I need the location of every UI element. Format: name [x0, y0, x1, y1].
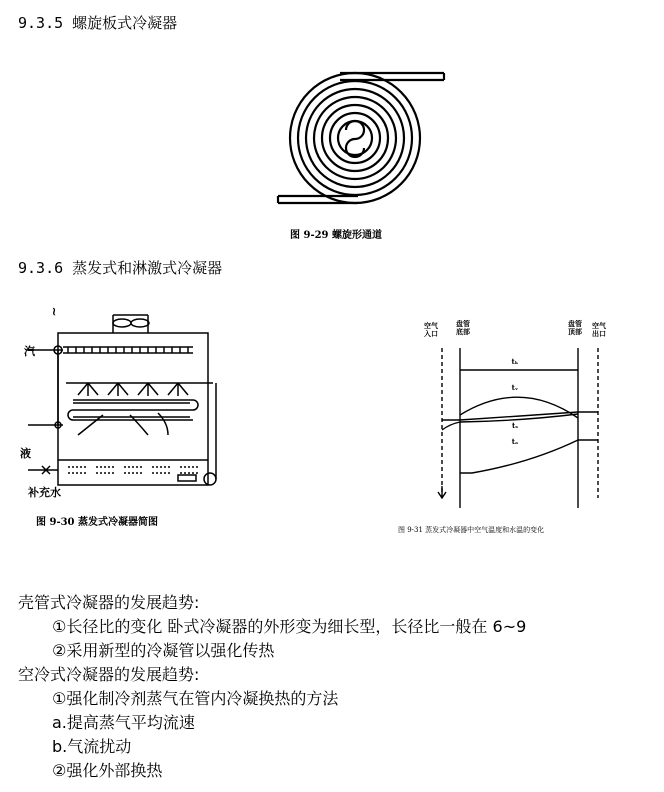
steam-label: 汽: [24, 345, 35, 358]
text-line-1: 壳管式冷凝器的发展趋势:: [18, 593, 200, 612]
section-heading-9-3-6: 9.3.6 蒸发式和淋激式冷凝器: [18, 259, 223, 277]
section-heading-9-3-5: 9.3.5 螺旋板式冷凝器: [18, 14, 178, 32]
air-outlet-label: 空气出口: [592, 321, 606, 338]
vapor-wisp-mark: ≀: [52, 305, 57, 318]
text-line-4: 空冷式冷凝器的发展趋势:: [18, 665, 200, 684]
spiral-channel-figure: [270, 66, 450, 226]
text-line-6: a.提高蒸气平均流速: [52, 713, 195, 732]
evaporative-condenser-figure: [18, 295, 218, 515]
text-line-2: ①长径比的变化 卧式冷凝器的外形变为细长型，长径比一般在 6~9: [52, 617, 527, 636]
ta-label: tₐ: [511, 437, 519, 446]
text-line-3: ②采用新型的冷凝管以强化传热: [52, 641, 275, 660]
ts-label: tₛ: [512, 421, 518, 430]
coil-bottom-label: 盘管底部: [456, 319, 470, 336]
tk-label: tₖ: [511, 357, 519, 366]
figure-9-29-caption: 图 9-29 螺旋形通道: [290, 230, 382, 241]
makeup-water-label: 补充水: [28, 486, 61, 499]
text-line-5: ①强化制冷剂蒸气在管内冷凝换热的方法: [52, 689, 339, 708]
temperature-change-figure: [420, 318, 610, 518]
text-line-8: ②强化外部换热: [52, 761, 163, 780]
air-inlet-label: 空气入口: [424, 321, 438, 338]
figure-9-31-caption: 图 9-31 蒸发式冷凝器中空气温度和水温的变化: [398, 526, 545, 534]
text-line-7: b.气流扰动: [52, 737, 132, 756]
coil-top-label: 盘管顶部: [568, 319, 582, 336]
figure-9-30-caption: 图 9-30 蒸发式冷凝器简图: [36, 517, 158, 528]
tw-label: tᵥ: [511, 383, 519, 392]
liquid-label: 液: [20, 447, 31, 460]
